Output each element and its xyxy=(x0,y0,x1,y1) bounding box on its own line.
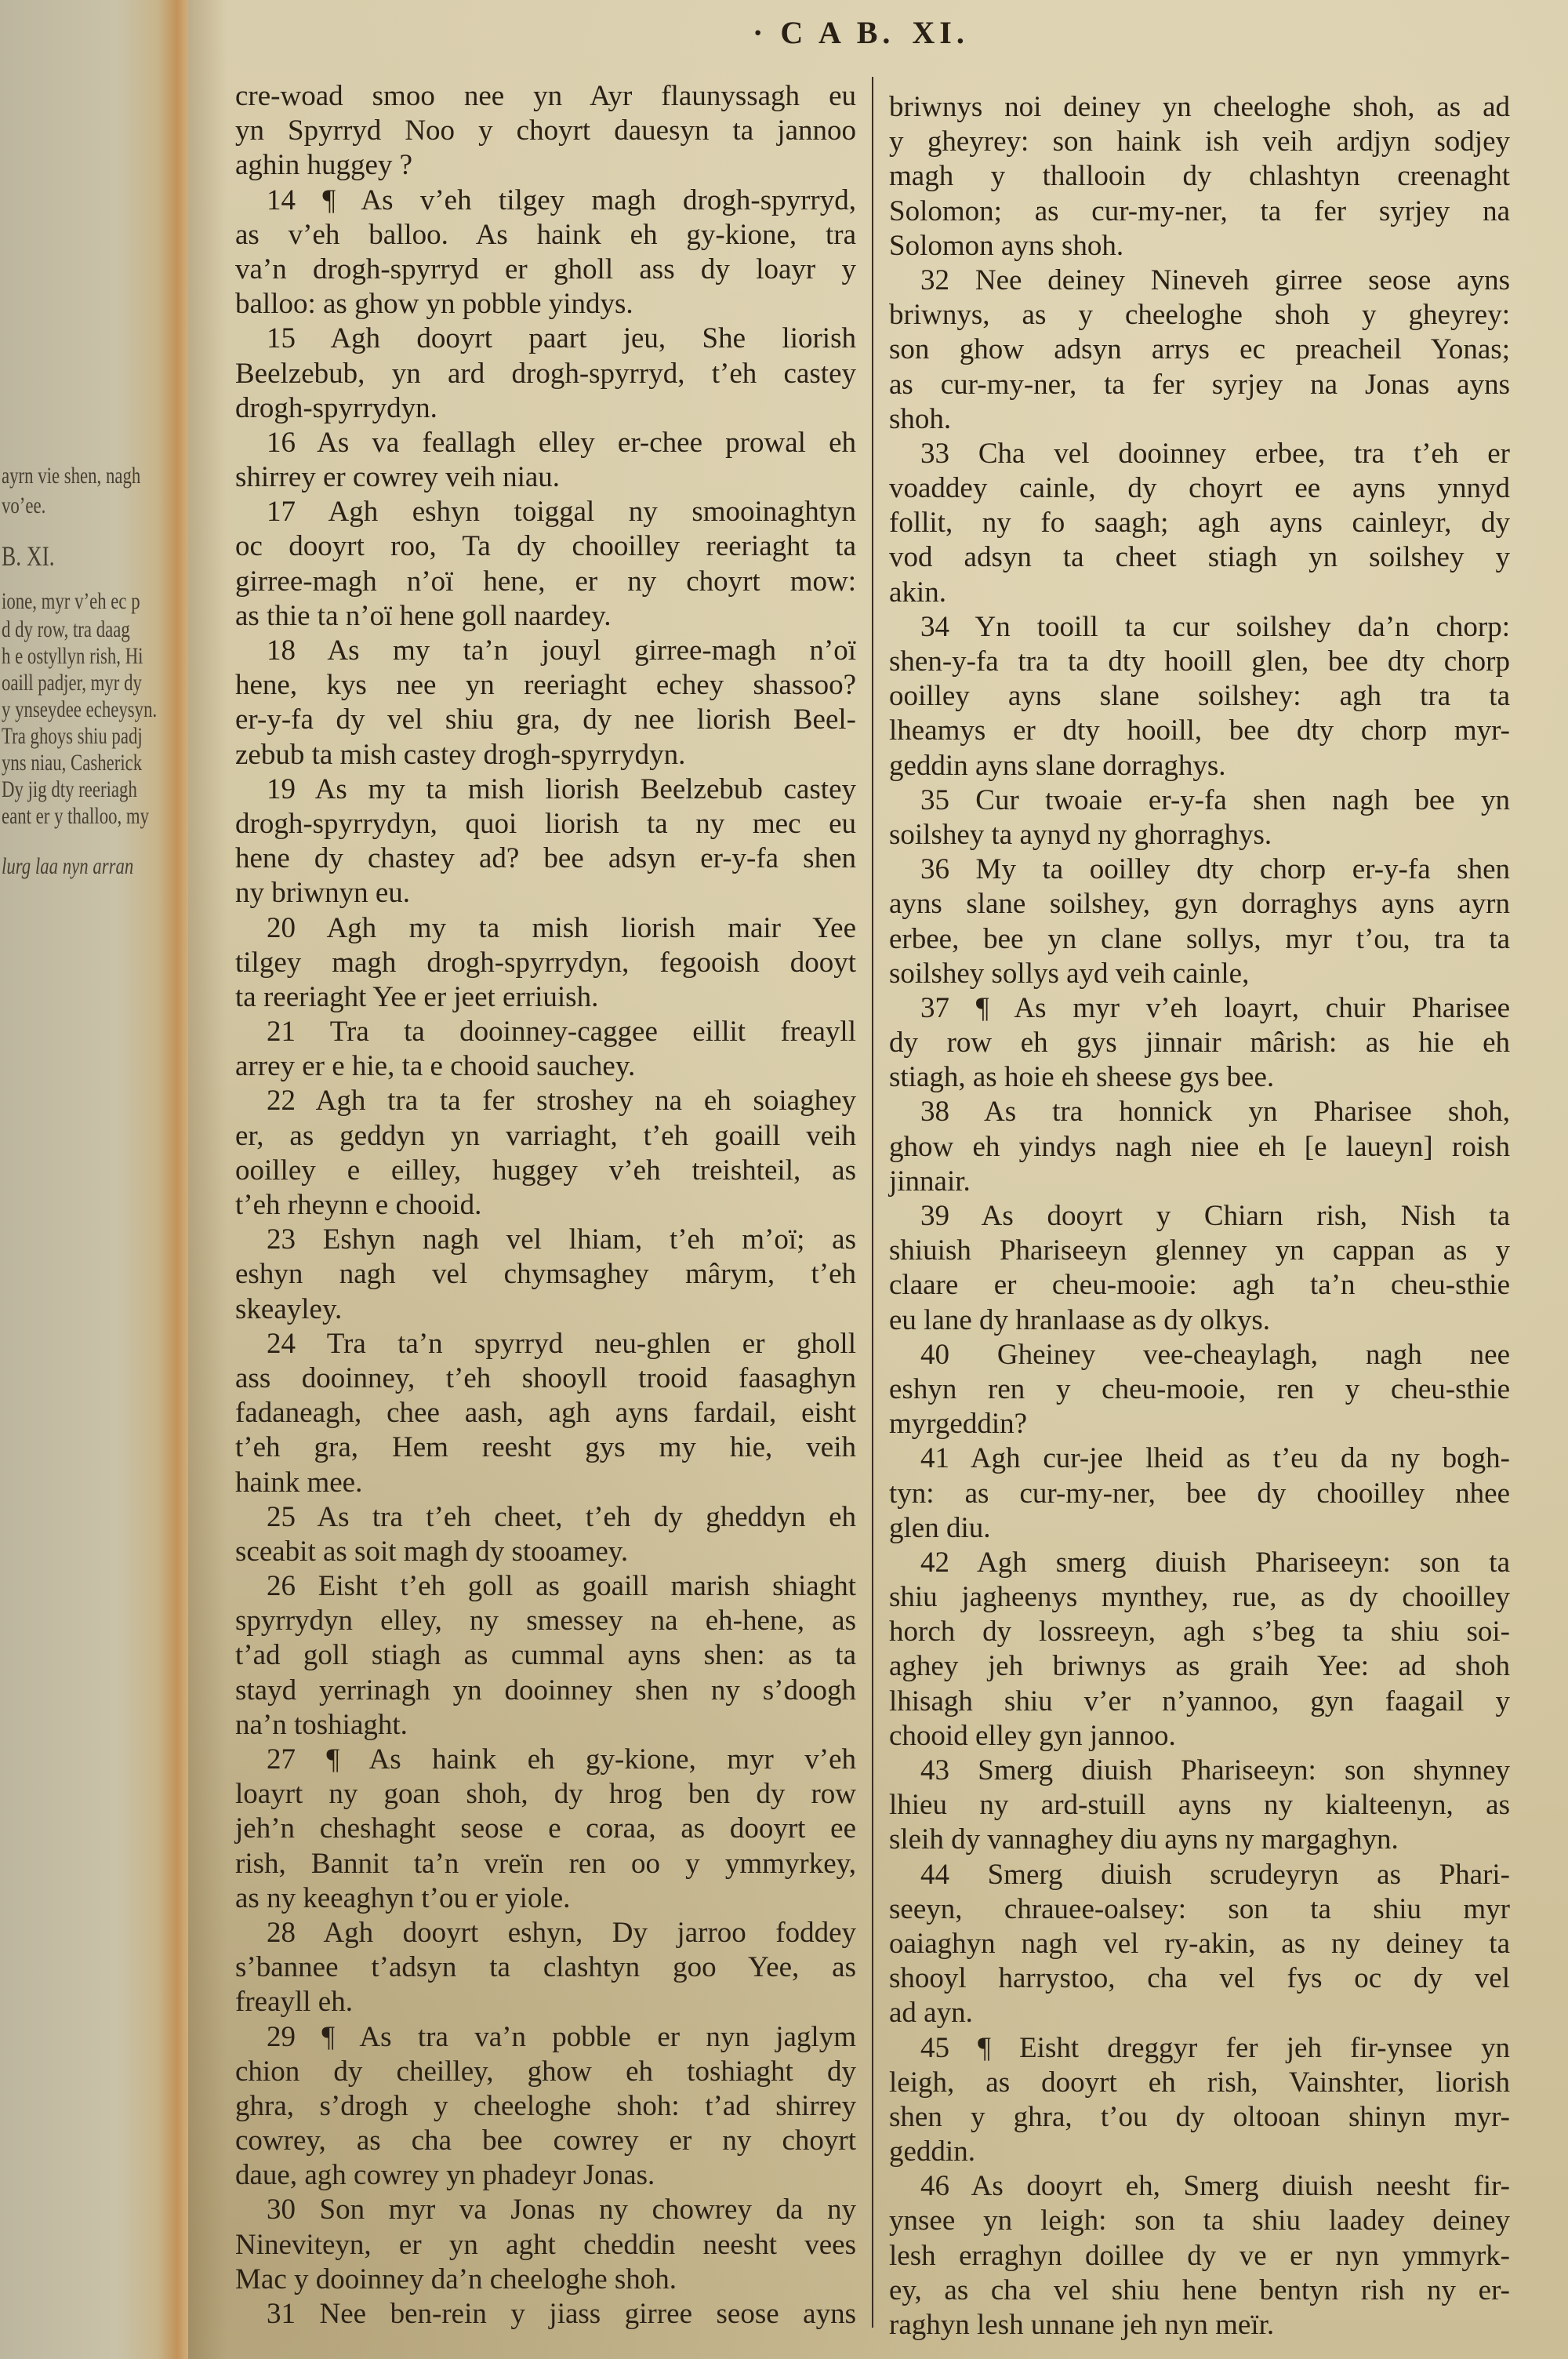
text-line: 40 Gheiney vee-cheaylagh, nagh nee xyxy=(920,1338,1510,1371)
text-line: shoh. xyxy=(889,402,952,435)
text-line: dy row eh gys jinnair mârish: as hie eh xyxy=(889,1027,1510,1060)
verse xyxy=(235,772,856,911)
facing-page-fragment: lurg laa nyn arran xyxy=(2,853,134,879)
text-line: 18 As my ta’n jouyl girree-magh n’oï xyxy=(267,634,856,667)
verse xyxy=(889,1338,1510,1442)
verse xyxy=(889,1199,1510,1338)
text-line: t’ad goll stiagh as cummal ayns shen: as ta xyxy=(235,1639,856,1672)
facing-page-fragment: Dy jig dty reeriagh xyxy=(2,776,137,802)
text-line: cowrey, as cha bee cowrey er ny choyrt xyxy=(235,2125,856,2157)
text-line: 30 Son myr va Jonas ny chowrey da ny xyxy=(267,2194,856,2226)
text-line: raghyn lesh unnane jeh nyn meïr. xyxy=(889,2309,1275,2341)
verse xyxy=(889,610,1510,783)
verse xyxy=(889,2031,1510,2170)
text-line: as ny keeaghyn t’ou er yiole. xyxy=(235,1881,571,1914)
text-line: glen diu. xyxy=(889,1511,991,1544)
text-line: freayll eh. xyxy=(235,1986,353,2019)
text-line: shiu jagheenys mynthey, rue, as dy chooilley xyxy=(889,1581,1510,1614)
verse xyxy=(889,1858,1510,2031)
text-line: hene, kys nee yn reeriaght echey shassoo? xyxy=(235,669,856,702)
text-line: yn Spyrryd Noo y choyrt dauesyn ta jannoo xyxy=(235,114,856,147)
text-line: chooid elley gyn jannoo. xyxy=(889,1719,1176,1752)
text-line: t’eh rheynn e chooid. xyxy=(235,1189,482,1221)
text-line: tyn: as cur-my-ner, bee dy chooilley nhee xyxy=(889,1477,1510,1510)
text-line: soilshey ta aynyd ny ghorraghys. xyxy=(889,818,1272,851)
text-line: 16 As va feallagh elley er-chee prowal eh xyxy=(267,426,856,459)
text-line: 32 Nee deiney Nineveh girree seose ayns xyxy=(920,264,1510,296)
text-column-left xyxy=(235,79,856,2332)
text-line: oc dooyrt roo, Ta dy chooilley reeriaght ta xyxy=(235,530,856,563)
text-line: eshyn ren y cheu-mooie, ren y cheu-sthie xyxy=(889,1372,1510,1405)
text-line: 36 My ta ooilley dty chorp er-y-fa shen xyxy=(920,853,1510,886)
text-line: 26 Eisht t’eh goll as goaill marish shiaght xyxy=(267,1570,856,1603)
text-line: claare er cheu-mooie: agh ta’n cheu-sthie xyxy=(889,1269,1510,1302)
text-line: ynsee yn leigh: son ta shiu laadey deiney xyxy=(889,2205,1510,2237)
verse xyxy=(889,991,1510,1096)
text-line: hene dy chastey ad? bee adsyn er-y-fa shen xyxy=(235,842,856,875)
verse xyxy=(889,2169,1510,2343)
text-line: tilgey magh drogh-spyrrydyn, fegooish dooyt xyxy=(235,946,856,979)
text-line: Solomon; as cur-my-ner, ta fer syrjey na xyxy=(889,194,1510,227)
text-line: lhieu ny ard-stuill ayns ny kialteenyn, as xyxy=(889,1789,1510,1822)
facing-page-fragment: ione, myr v’eh ec p xyxy=(2,588,140,614)
text-line: balloo: as ghow yn pobble yindys. xyxy=(235,288,633,321)
text-line: drogh-spyrrydyn. xyxy=(235,391,437,424)
text-line: briwnys noi deiney yn cheeloghe shoh, as ad xyxy=(889,91,1510,123)
verse xyxy=(235,1916,856,2020)
verse xyxy=(889,437,1510,610)
text-column-right xyxy=(889,90,1510,2343)
text-line: er-y-fa dy vel shiu gra, dy nee liorish Beel- xyxy=(235,703,856,736)
text-line: ayns slane soilshey, gyn dorraghys ayns ayrn xyxy=(889,888,1510,921)
verse xyxy=(235,1569,856,1743)
text-line: stayd yerrinagh yn dooinney shen ny s’doogh xyxy=(235,1674,856,1707)
text-line: shirrey er cowrey veih niau. xyxy=(235,461,561,494)
text-line: shiuish Phariseeyn glenney yn cappan as y xyxy=(889,1234,1510,1267)
running-head xyxy=(753,14,986,51)
text-line: t’eh gra, Hem reesht gys my hie, veih xyxy=(235,1431,856,1464)
text-line: ghow eh yindys nagh niee eh [e laueyn] roish xyxy=(889,1130,1510,1163)
text-line: as thie ta n’oï hene goll naardey. xyxy=(235,599,612,632)
text-line: ooilley e eilley, huggey v’eh treishteil, as xyxy=(235,1154,856,1187)
facing-page-fragment: oaill padjer, myr dy xyxy=(2,670,142,696)
text-line: sceabit as soit magh dy stooamey. xyxy=(235,1535,629,1568)
text-line: fadaneagh, chee aash, agh ayns fardail, eisht xyxy=(235,1397,856,1430)
verse xyxy=(235,1084,856,1223)
text-line: rish, Bannit ta’n vreïn ren oo y ymmyrkey, xyxy=(235,1847,856,1880)
text-line: as cur-my-ner, ta fer syrjey na Jonas ayns xyxy=(889,368,1510,401)
text-line: eu lane dy hranlaase as dy olkys. xyxy=(889,1303,1270,1336)
text-line: 29 ¶ As tra va’n pobble er nyn jaglym xyxy=(267,2020,856,2053)
verse xyxy=(889,852,1510,991)
verse xyxy=(235,1743,856,1916)
text-line: shooyl harrystoo, cha vel fys oc dy vel xyxy=(889,1962,1510,1995)
verse xyxy=(235,1500,856,1569)
text-line: aghey jeh briwnys as graih Yee: ad shoh xyxy=(889,1650,1510,1683)
text-line: jinnair. xyxy=(889,1165,971,1198)
text-line: horch dy lossreeyn, agh s’beg ta shiu soi- xyxy=(889,1616,1510,1648)
text-line: leigh, as dooyrt eh rish, Vainshter, liorish xyxy=(889,2066,1510,2099)
text-line: 28 Agh dooyrt eshyn, Dy jarroo foddey xyxy=(267,1916,856,1949)
facing-page-fragment: h e ostyllyn rish, Hi xyxy=(2,643,143,669)
text-line: 21 Tra ta dooinney-caggee eillit freayll xyxy=(267,1016,856,1049)
text-line: va’n drogh-spyrryd er gholl ass dy loayr y xyxy=(235,253,856,285)
verse xyxy=(889,1546,1510,1754)
text-line: 27 ¶ As haink eh gy-kione, myr v’eh xyxy=(267,1743,856,1776)
text-line: drogh-spyrrydyn, quoi liorish ta ny mec eu xyxy=(235,807,856,840)
text-line: 42 Agh smerg diuish Phariseeyn: son ta xyxy=(920,1546,1510,1579)
text-line: shen-y-fa tra ta dty hooill glen, bee dty chorp xyxy=(889,645,1510,678)
text-line: geddin ayns slane dorraghys. xyxy=(889,749,1226,782)
text-line: magh y thallooin dy chlashtyn creenaght xyxy=(889,160,1510,193)
text-line: as v’eh balloo. As haink eh gy-kione, tra xyxy=(235,218,856,251)
text-line: ta reeriaght Yee er jeet erriuish. xyxy=(235,980,599,1013)
column-rule xyxy=(872,77,873,2328)
text-line: Nineviteyn, er yn aght cheddin neesht vees xyxy=(235,2228,856,2261)
facing-page-fragment: vo’ee. xyxy=(2,493,46,518)
text-line: 46 As dooyrt eh, Smerg diuish neesht fir- xyxy=(920,2170,1510,2203)
facing-page-fragment: d dy row, tra daag xyxy=(2,616,130,642)
text-line: ass dooinney, t’eh shooyll trooid faasaghyn xyxy=(235,1361,856,1394)
text-line: 44 Smerg diuish scrudeyryn as Phari- xyxy=(920,1858,1510,1891)
text-line: 37 ¶ As myr v’eh loayrt, chuir Pharisee xyxy=(920,991,1510,1024)
facing-page-fragment: B. XI. xyxy=(2,540,55,572)
verse xyxy=(235,1015,856,1084)
text-line: Mac y dooinney da’n cheeloghe shoh. xyxy=(235,2263,677,2295)
text-line: cre-woad smoo nee yn Ayr flaunyssagh eu xyxy=(235,80,856,112)
running-head-chapter: XI. xyxy=(912,15,969,50)
verse xyxy=(235,2193,856,2297)
verse xyxy=(235,184,856,322)
facing-page-fragment: ayrn vie shen, nagh xyxy=(2,463,141,489)
text-line: 20 Agh my ta mish liorish mair Yee xyxy=(267,911,856,944)
verse xyxy=(235,634,856,772)
text-line: 22 Agh tra ta fer stroshey na eh soiaghey xyxy=(267,1085,856,1118)
text-line: chion dy cheilley, ghow eh toshiaght dy xyxy=(235,2055,856,2088)
text-line: y gheyrey: son haink ish veih ardjyn sodjey xyxy=(889,125,1510,158)
text-line: ooilley ayns slane soilshey: agh tra ta xyxy=(889,680,1510,713)
verse xyxy=(235,495,856,634)
verse xyxy=(235,2297,856,2332)
text-line: son ghow adsyn arrys ec preacheil Yonas; xyxy=(889,333,1510,366)
text-line: 34 Yn tooill ta cur soilshey da’n chorp: xyxy=(920,610,1510,643)
text-line: 41 Agh cur-jee lheid as t’eu da ny bogh- xyxy=(920,1442,1510,1475)
verse xyxy=(235,322,856,426)
verse xyxy=(235,1223,856,1327)
text-line: eshyn nagh vel chymsaghey mârym, t’eh xyxy=(235,1258,856,1291)
text-line: briwnys, as y cheeloghe shoh y gheyrey: xyxy=(889,299,1510,332)
text-line: 17 Agh eshyn toiggal ny smooinaghtyn xyxy=(267,496,856,529)
facing-page-fragment: yns niau, Casherick xyxy=(2,750,143,776)
text-line: shen y ghra, t’ou dy oltooan shinyn myr- xyxy=(889,2100,1510,2133)
verse xyxy=(889,783,1510,852)
text-line: 14 ¶ As v’eh tilgey magh drogh-spyrryd, xyxy=(267,184,856,216)
verse xyxy=(889,90,1510,264)
verse xyxy=(889,1095,1510,1199)
text-line: 24 Tra ta’n spyrryd neu-ghlen er gholl xyxy=(267,1327,856,1360)
verse xyxy=(235,1327,856,1500)
text-line: soilshey sollys ayd veih cainle, xyxy=(889,957,1250,990)
text-line: stiagh, as hoie eh sheese gys bee. xyxy=(889,1061,1275,1094)
text-line: sleih dy vannaghey diu ayns ny margaghyn. xyxy=(889,1823,1399,1856)
text-line: haink mee. xyxy=(235,1466,363,1499)
text-line: 39 As dooyrt y Chiarn rish, Nish ta xyxy=(920,1200,1510,1232)
text-line: voaddey cainle, dy choyrt ee ayns ynnyd xyxy=(889,472,1510,505)
text-line: 35 Cur twoaie er-y-fa shen nagh bee yn xyxy=(920,783,1510,816)
text-line: 31 Nee ben-rein y jiass girree seose ayns xyxy=(267,2298,856,2330)
text-line: follit, ny fo saagh; agh ayns cainleyr, dy xyxy=(889,507,1510,540)
text-line: daue, agh cowrey yn phadeyr Jonas. xyxy=(235,2159,655,2192)
text-line: lheamys er dty hooill, bee dty chorp myr- xyxy=(889,714,1510,747)
text-line: akin. xyxy=(889,576,946,609)
text-line: 33 Cha vel dooinney erbee, tra t’eh er xyxy=(920,437,1510,470)
text-line: loayrt ny goan shoh, dy hrog ben dy row xyxy=(235,1778,856,1811)
running-head-book: · C A B. xyxy=(753,15,895,50)
text-line: 38 As tra honnick yn Pharisee shoh, xyxy=(920,1096,1510,1129)
facing-page-fragment: Tra ghoys shiu padj xyxy=(2,723,143,749)
text-line: aghin huggey ? xyxy=(235,149,413,182)
text-line: zebub ta mish castey drogh-spyrrydyn. xyxy=(235,738,686,771)
text-line: lhisagh shiu v’er n’yannoo, gyn faagail y xyxy=(889,1685,1510,1717)
text-line: 45 ¶ Eisht dreggyr fer jeh fir-ynsee yn xyxy=(920,2031,1510,2064)
verse xyxy=(235,79,856,184)
text-line: jeh’n cheshaght seose e coraa, as dooyrt ee xyxy=(235,1812,856,1845)
verse xyxy=(889,264,1510,437)
text-line: Solomon ayns shoh. xyxy=(889,229,1124,262)
text-line: oaiaghyn nagh vel ry-akin, as ny deiney ta xyxy=(889,1927,1510,1960)
gutter-shadow xyxy=(188,0,227,2359)
text-line: geddin. xyxy=(889,2135,975,2168)
text-line: ey, as cha vel shiu hene bentyn rish ny er- xyxy=(889,2274,1510,2306)
text-line: erbee, bee yn clane sollys, myr t’ou, tra ta xyxy=(889,922,1510,955)
facing-page-fragment: eant er y thalloo, my xyxy=(2,803,150,829)
text-line: ad ayn. xyxy=(889,1997,973,2030)
verse xyxy=(235,911,856,1016)
text-line: skeayley. xyxy=(235,1292,343,1325)
verse xyxy=(235,2020,856,2194)
text-line: 43 Smerg diuish Phariseeyn: son shynney xyxy=(920,1754,1510,1787)
text-line: myrgeddin? xyxy=(889,1408,1028,1441)
text-line: 19 As my ta mish liorish Beelzebub castey xyxy=(267,772,856,805)
text-line: vod adsyn ta cheet stiagh yn soilshey y xyxy=(889,541,1510,574)
verse xyxy=(889,1754,1510,1858)
verse xyxy=(889,1441,1510,1546)
verse xyxy=(235,426,856,495)
text-line: er, as geddyn yn varriaght, t’eh goaill veih xyxy=(235,1119,856,1152)
text-line: ghra, s’drogh y cheeloghe shoh: t’ad shirrey xyxy=(235,2089,856,2122)
text-line: arrey er e hie, ta e chooid sauchey. xyxy=(235,1050,636,1083)
text-line: lesh erraghyn doillee dy ve er nyn ymmyrk- xyxy=(889,2239,1510,2272)
text-line: spyrrydyn elley, ny smessey na eh-hene, as xyxy=(235,1605,856,1637)
facing-page-fragment: y ynseydee echeysyn. xyxy=(2,696,158,722)
text-line: girree-magh n’oï hene, er ny choyrt mow: xyxy=(235,565,856,598)
text-line: 25 As tra t’eh cheet, t’eh dy gheddyn eh xyxy=(267,1500,856,1533)
text-line: seeyn, chrauee-oalsey: son ta shiu myr xyxy=(889,1892,1510,1925)
text-line: Beelzebub, yn ard drogh-spyrryd, t’eh castey xyxy=(235,357,856,390)
text-line: 15 Agh dooyrt paart jeu, She liorish xyxy=(267,322,856,355)
text-line: ny briwnyn eu. xyxy=(235,877,410,910)
facing-page-edge xyxy=(0,0,188,2359)
text-line: na’n toshiaght. xyxy=(235,1708,408,1741)
text-line: 23 Eshyn nagh vel lhiam, t’eh m’oï; as xyxy=(267,1223,856,1256)
text-line: s’bannee t’adsyn ta clashtyn goo Yee, as xyxy=(235,1951,856,1984)
